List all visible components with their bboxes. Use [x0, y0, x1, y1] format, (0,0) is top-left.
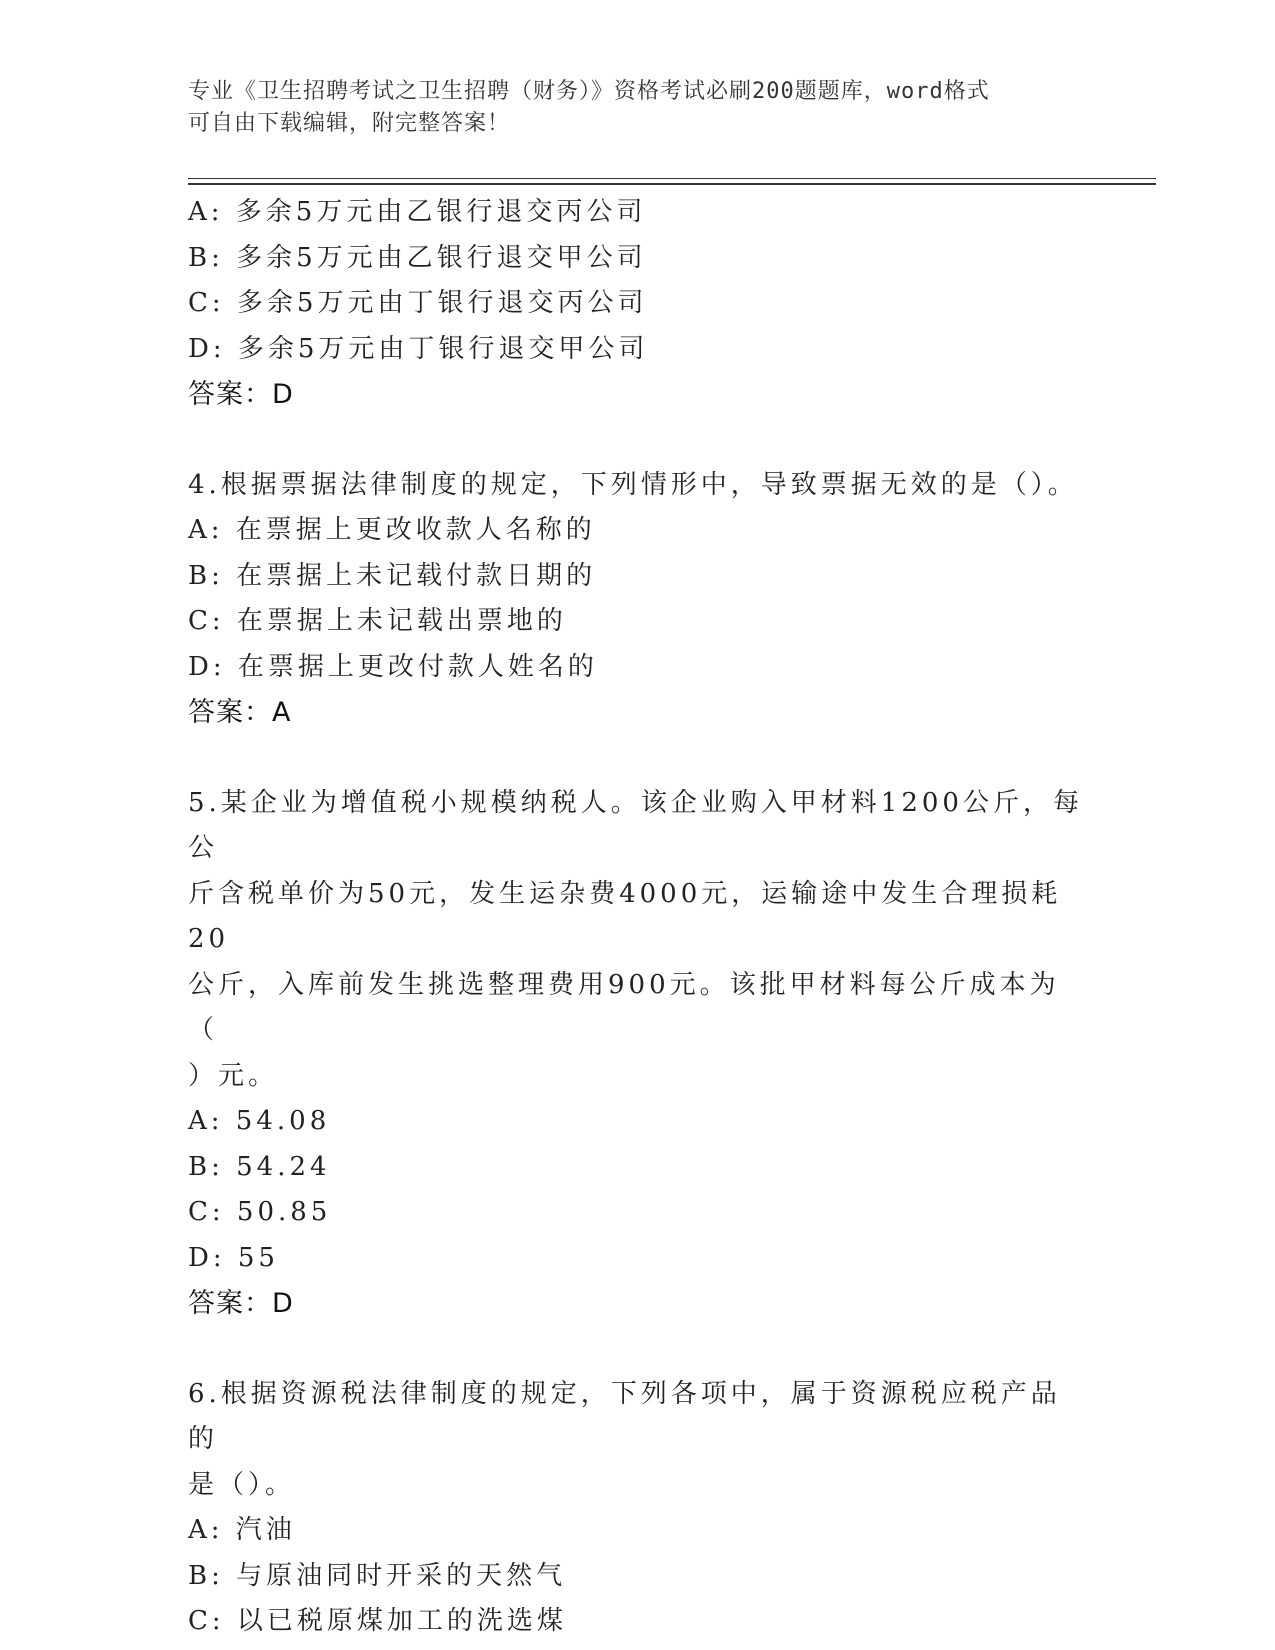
question-stem-line-1: 5.某企业为增值税小规模纳税人。该企业购入甲材料1200公斤，每公 — [188, 787, 1083, 863]
question-stem-line-2: 是（）。 — [188, 1469, 296, 1500]
question-stem-line-2: 斤含税单价为50元，发生运杂费4000元，运输途中发生合理损耗20 — [188, 878, 1062, 954]
spacer — [188, 418, 1088, 463]
header-line-1: 专业《卫生招聘考试之卫生招聘（财务）》资格考试必刷200题题库，word格式 — [188, 79, 990, 104]
question-5-block — [188, 781, 1088, 1327]
question-stem: 4.根据票据法律制度的规定，下列情形中，导致票据无效的是（）。 — [188, 469, 1078, 500]
spacer — [188, 736, 1088, 781]
option-b: B: 在票据上未记载付款日期的 — [188, 560, 597, 591]
question-6-block — [188, 1372, 1088, 1645]
option-a: A: 在票据上更改收款人名称的 — [188, 515, 596, 545]
answer-line: 答案：D — [188, 379, 294, 410]
question-4-block — [188, 463, 1088, 736]
header-line-2: 可自由下载编辑，附完整答案！ — [188, 111, 511, 136]
option-c: C: 在票据上未记载出票地的 — [188, 606, 567, 636]
option-b: B: 54.24 — [188, 1151, 331, 1182]
option-c: C: 以已税原煤加工的洗选煤 — [188, 1606, 567, 1636]
option-d: D: 在票据上更改付款人姓名的 — [188, 651, 598, 682]
option-d: D: 55 — [188, 1242, 279, 1273]
option-c: C: 多余5万元由丁银行退交丙公司 — [188, 288, 648, 318]
option-d: D: 多余5万元由丁银行退交甲公司 — [188, 333, 649, 364]
question-3-block — [188, 190, 1088, 418]
option-a: A: 54.08 — [188, 1106, 331, 1136]
option-a: A: 汽油 — [188, 1515, 296, 1545]
question-stem-line-4: ）元。 — [188, 1060, 279, 1091]
answer-line: 答案：D — [188, 1288, 294, 1319]
question-stem-line-3: 公斤，入库前发生挑选整理费用900元。该批甲材料每公斤成本为（ — [188, 969, 1060, 1045]
question-content — [188, 190, 1088, 1645]
spacer — [188, 1327, 1088, 1372]
document-header — [188, 76, 1068, 140]
header-divider-thin — [188, 178, 1156, 179]
header-divider-thick — [188, 183, 1156, 185]
option-a: A: 多余5万元由乙银行退交丙公司 — [188, 197, 647, 227]
option-c: C: 50.85 — [188, 1197, 332, 1227]
question-stem-line-1: 6.根据资源税法律制度的规定，下列各项中，属于资源税应税产品的 — [188, 1378, 1061, 1454]
option-b: B: 多余5万元由乙银行退交甲公司 — [188, 242, 647, 273]
option-b: B: 与原油同时开采的天然气 — [188, 1560, 567, 1591]
answer-line: 答案：A — [188, 697, 292, 728]
